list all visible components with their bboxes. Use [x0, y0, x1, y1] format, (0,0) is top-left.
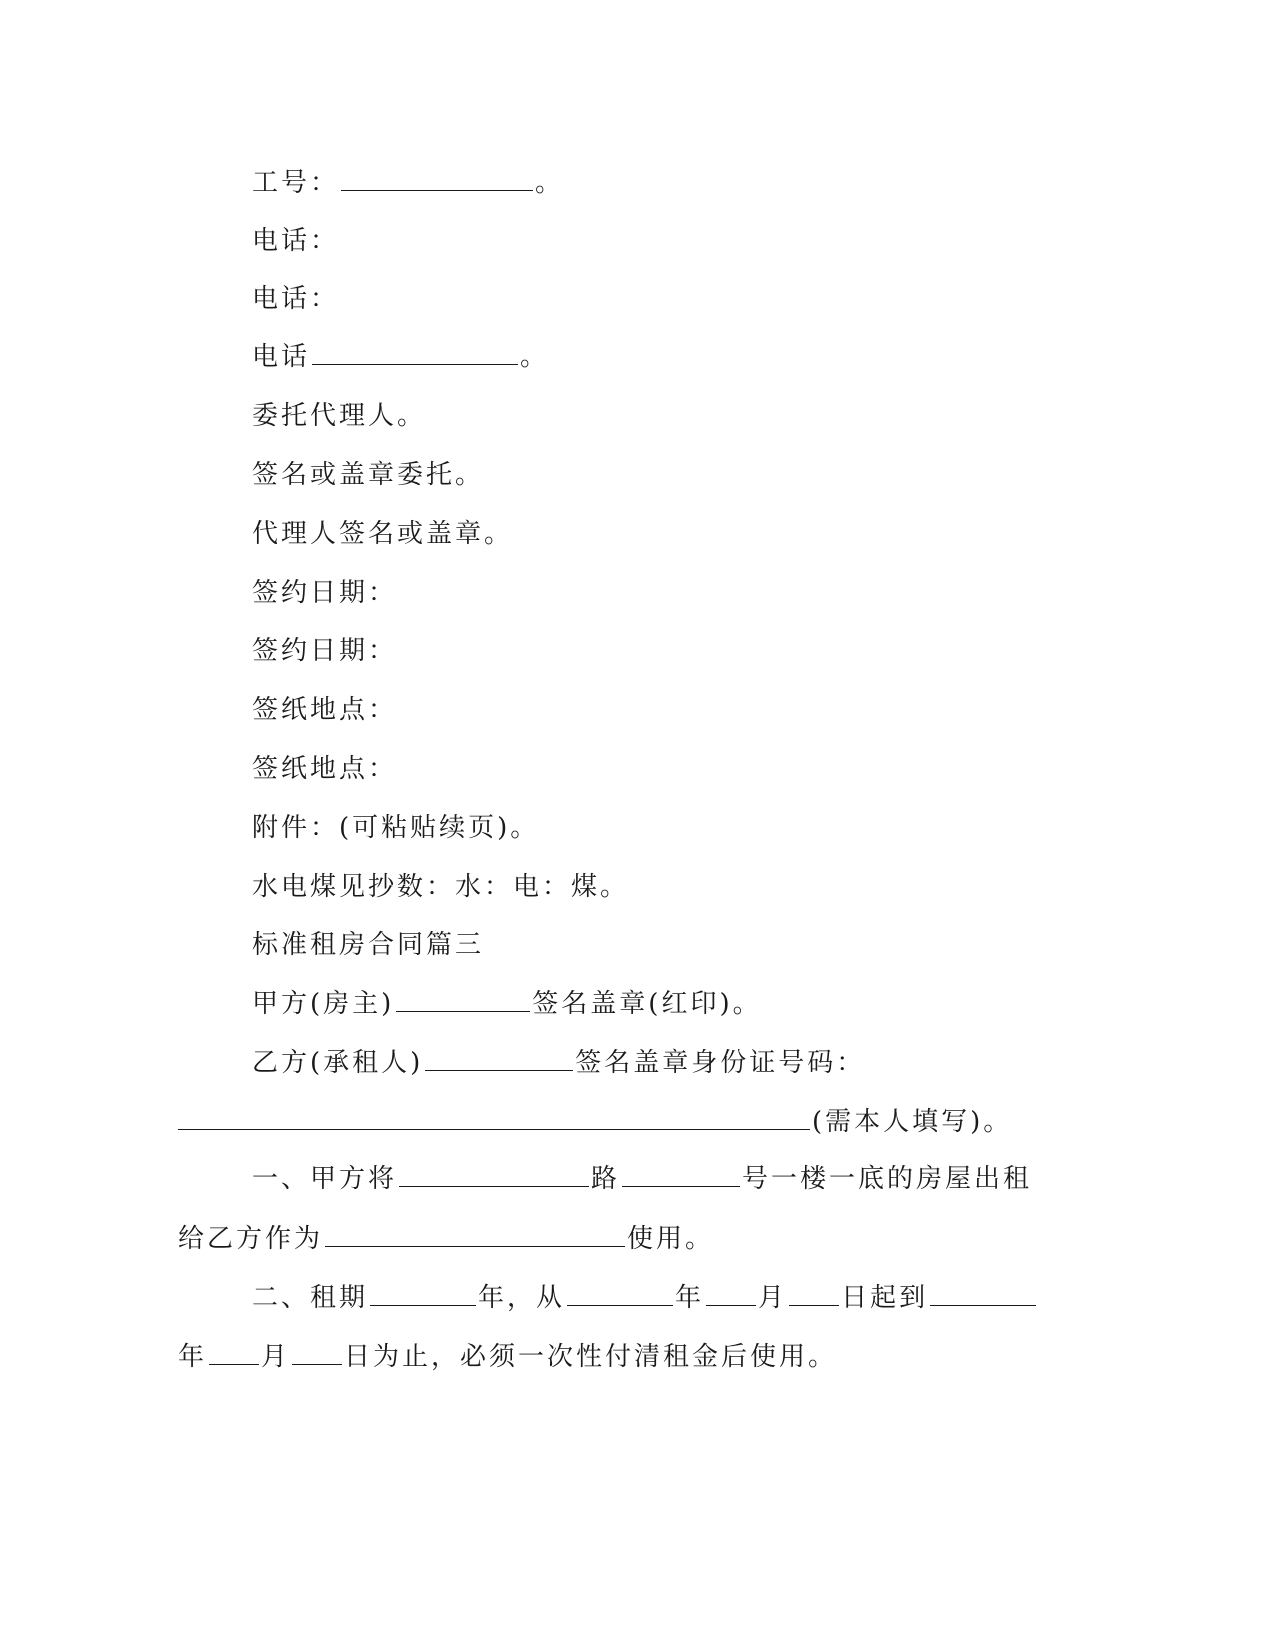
- id-number-line: [178, 1109, 1012, 1135]
- party-b-label: 乙方(承租人): [252, 1048, 424, 1078]
- agent-text: 委托代理人。: [252, 401, 427, 431]
- party-b-sign: 签名盖章身份证号码：: [575, 1048, 866, 1078]
- clause-1-part2: 路: [591, 1164, 621, 1194]
- meter-reading-text: 水电煤见抄数：水：电：煤。: [252, 872, 630, 902]
- start-year-blank: [567, 1285, 673, 1306]
- phone-end: 。: [520, 342, 550, 372]
- party-a-blank: [396, 991, 530, 1012]
- sign-date-label-1: 签约日期：: [252, 578, 398, 608]
- attachment-line: [252, 815, 539, 841]
- end-year-blank: [930, 1285, 1036, 1306]
- end-month-blank: [209, 1344, 259, 1365]
- phone-label-2: 电话：: [252, 284, 340, 314]
- phone-label-1: 电话：: [252, 226, 340, 256]
- party-b-line: [252, 1050, 865, 1076]
- sign-place-line-1: [252, 697, 397, 723]
- section-heading-text: 标准租房合同篇三: [252, 930, 485, 960]
- clause-1b-part2: 使用。: [627, 1224, 715, 1254]
- number-blank: [622, 1166, 740, 1187]
- clause-2-part1: 二、租期: [252, 1283, 369, 1313]
- employee-id-blank: [341, 170, 533, 191]
- road-blank: [399, 1166, 589, 1187]
- phone-blank: [312, 344, 518, 365]
- clause-1b-line: [178, 1226, 714, 1252]
- clause-2b-part1: 年: [178, 1342, 208, 1372]
- agent-sign-line: [252, 521, 513, 547]
- start-day-blank: [789, 1285, 839, 1306]
- id-number-blank: [178, 1109, 810, 1130]
- clause-2-part5: 日起到: [841, 1283, 929, 1313]
- clause-2b-part3: 日为止，必须一次性付清租金后使用。: [344, 1342, 838, 1372]
- agent-line: [252, 403, 426, 429]
- sign-place-label-2: 签纸地点：: [252, 754, 398, 784]
- meter-reading-line: [252, 874, 629, 900]
- clause-2-part3: 年: [675, 1283, 705, 1313]
- term-years-blank: [370, 1285, 476, 1306]
- sign-entrust-line: [252, 462, 484, 488]
- clause-2b-part2: 月: [261, 1342, 291, 1372]
- usage-blank: [325, 1226, 625, 1247]
- sign-place-label-1: 签纸地点：: [252, 695, 398, 725]
- phone-line-1: [252, 228, 339, 254]
- agent-sign-text: 代理人签名或盖章。: [252, 519, 514, 549]
- id-number-note: (需本人填写)。: [812, 1107, 1013, 1137]
- party-a-line: [252, 991, 762, 1017]
- start-month-blank: [706, 1285, 756, 1306]
- clause-1b-part1: 给乙方作为: [178, 1224, 324, 1254]
- attachment-text: 附件：(可粘贴续页)。: [252, 813, 540, 843]
- phone-line-2: [252, 286, 339, 312]
- employee-id-line: [252, 170, 564, 196]
- clause-1-line: [252, 1166, 1032, 1192]
- phone-label-3: 电话: [252, 342, 311, 372]
- sign-entrust-text: 签名或盖章委托。: [252, 460, 485, 490]
- section-heading: [252, 932, 484, 958]
- clause-1-part1: 一、甲方将: [252, 1164, 398, 1194]
- clause-1-part3: 号一楼一底的房屋出租: [742, 1164, 1033, 1194]
- sign-date-line-2: [252, 638, 397, 664]
- party-b-blank: [425, 1050, 573, 1071]
- sign-place-line-2: [252, 756, 397, 782]
- end-day-blank: [292, 1344, 342, 1365]
- sign-date-line-1: [252, 580, 397, 606]
- sign-date-label-2: 签约日期：: [252, 636, 398, 666]
- clause-2b-line: [178, 1344, 837, 1370]
- phone-line-3: [252, 344, 549, 370]
- clause-2-line: [252, 1285, 1038, 1311]
- clause-2-part4: 月: [758, 1283, 788, 1313]
- employee-id-end: 。: [535, 168, 565, 198]
- party-a-label: 甲方(房主): [252, 989, 395, 1019]
- party-a-sign: 签名盖章(红印)。: [532, 989, 762, 1019]
- employee-id-label: 工号：: [252, 168, 340, 198]
- clause-2-part2: 年，从: [478, 1283, 566, 1313]
